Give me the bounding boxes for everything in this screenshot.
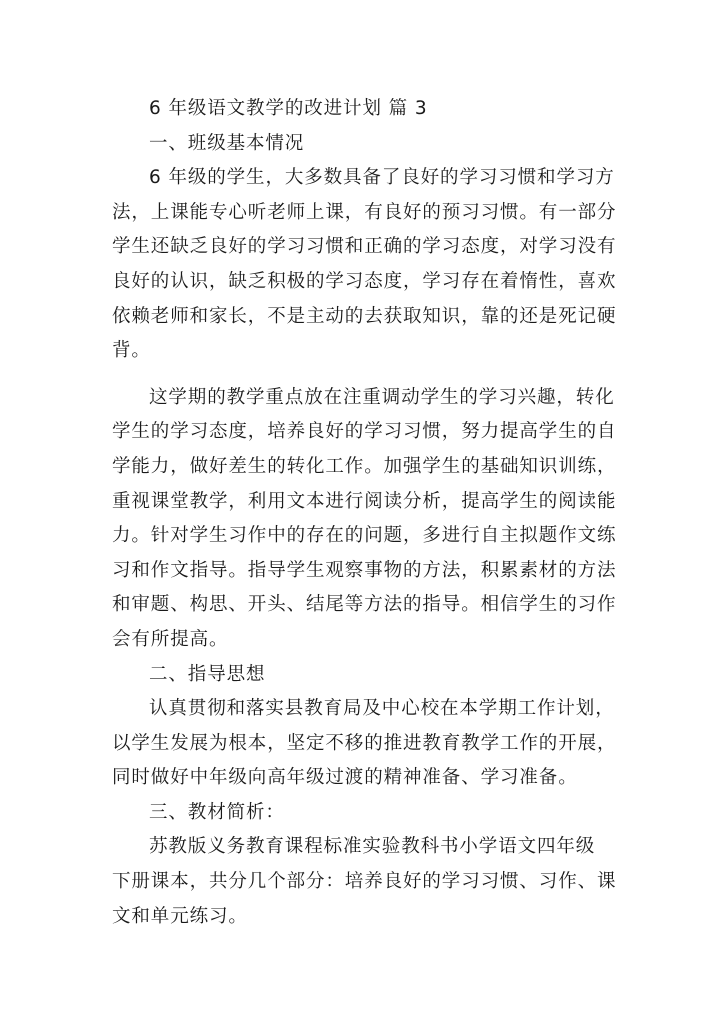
text-line: 习和作文指导。指导学生观察事物的方法，积累素材的方法: [112, 559, 617, 581]
text-line: 6 年级的学生，大多数具备了良好的学习习惯和学习方: [149, 167, 615, 189]
section-heading-3: 三、教材简析：: [149, 801, 285, 823]
section-heading-2: 二、指导思想: [149, 663, 266, 685]
paragraph-guiding-principle: [112, 692, 620, 796]
text-line: 下册课本，共分几个部分：培养良好的学习习惯、习作、课: [112, 871, 617, 893]
document-page: [112, 92, 620, 934]
text-line: 文和单元练习。: [112, 905, 248, 927]
text-line: 学能力，做好差生的转化工作。加强学生的基础知识训练，: [112, 455, 617, 477]
text-line: 学生还缺乏良好的学习习惯和正确的学习态度，对学习没有: [112, 236, 617, 258]
text-line: 力。针对学生习作中的存在的问题，多进行自主拟题作文练: [112, 525, 617, 547]
text-line: 法，上课能专心听老师上课，有良好的预习习惯。有一部分: [112, 201, 617, 223]
text-line: 以学生发展为根本，坚定不移的推进教育教学工作的开展，: [112, 732, 617, 754]
section-heading-1: 一、班级基本情况: [149, 132, 305, 154]
paragraph-textbook-analysis: [112, 830, 620, 934]
text-line: 依赖老师和家长，不是主动的去获取知识，靠的还是死记硬: [112, 305, 617, 327]
text-line: 认真贯彻和落实县教育局及中心校在本学期工作计划，: [149, 698, 615, 720]
text-line: 重视课堂教学，利用文本进行阅读分析，提高学生的阅读能: [112, 490, 617, 512]
text-line: 学生的学习态度，培养良好的学习习惯，努力提高学生的自: [112, 421, 617, 443]
text-line: 同时做好中年级向高年级过渡的精神准备、学习准备。: [112, 767, 578, 789]
paragraph-class-situation-1: [112, 161, 620, 369]
text-line: 背。: [112, 340, 151, 362]
text-line: 这学期的教学重点放在注重调动学生的学习兴趣，转化: [149, 386, 615, 408]
paragraph-class-situation-2: [112, 381, 620, 658]
text-line: 良好的认识，缺乏积极的学习态度，学习存在着惰性，喜欢: [112, 270, 617, 292]
text-line: 苏教版义务教育课程标准实验教科书小学语文四年级: [149, 836, 596, 858]
text-line: 会有所提高。: [112, 628, 229, 650]
document-title: 6 年级语文教学的改进计划 篇 3: [149, 98, 428, 119]
text-line: 和审题、构思、开头、结尾等方法的指导。相信学生的习作: [112, 594, 617, 616]
